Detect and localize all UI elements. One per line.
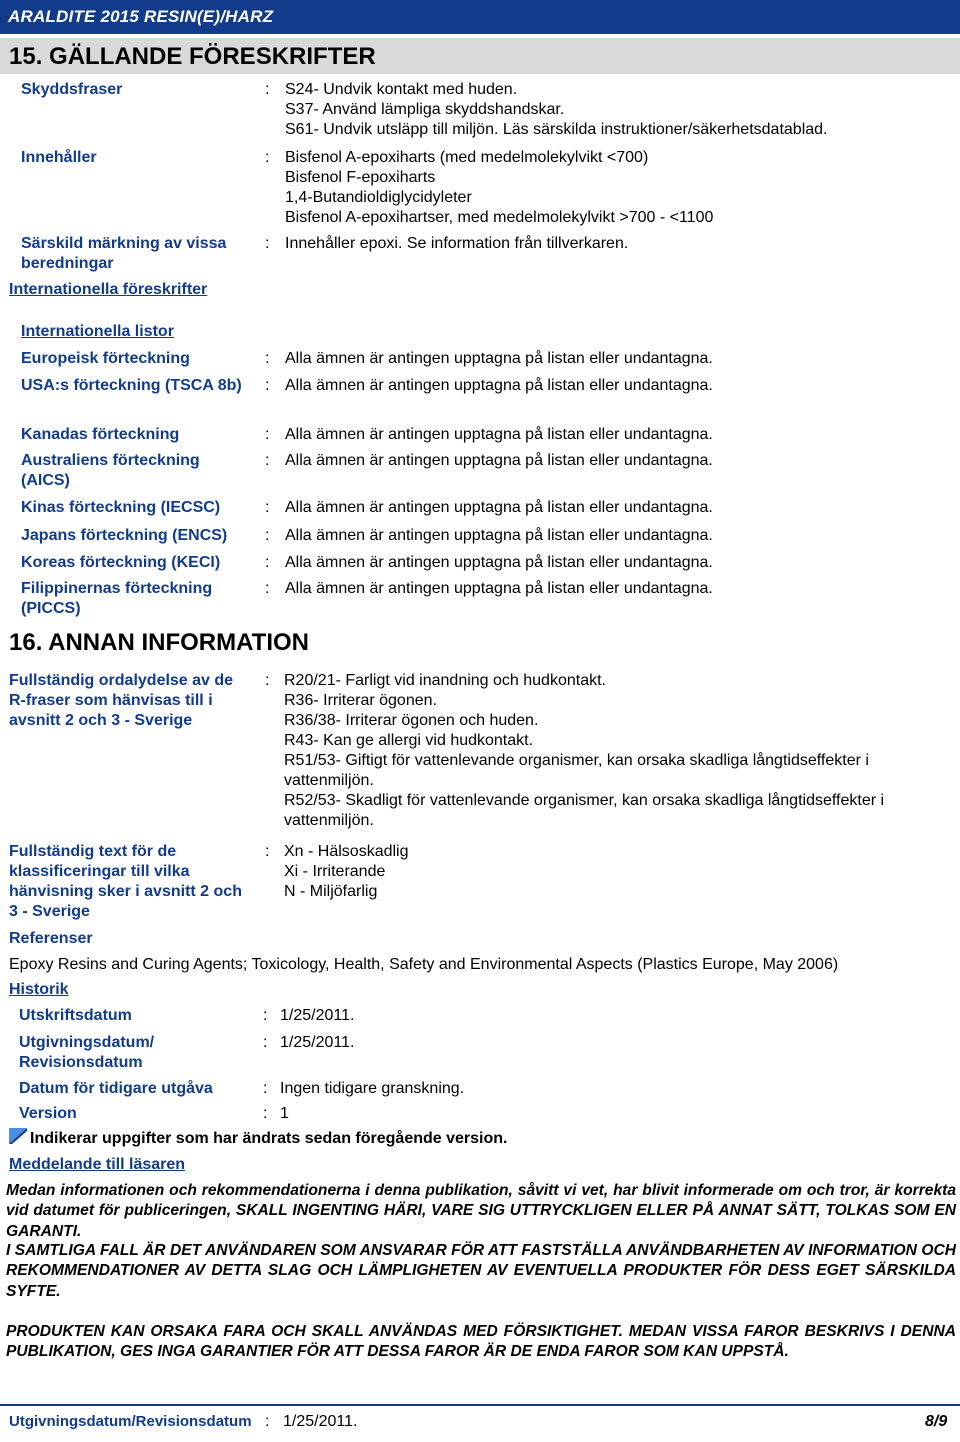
colon: :: [263, 1080, 268, 1097]
inventory-value-canada: Alla ämnen är antingen upptagna på listan eller undantagna.: [285, 426, 713, 443]
inventory-label-usa: USA:s förteckning (TSCA 8b): [21, 377, 242, 394]
change-flag-icon: [9, 1128, 27, 1144]
ingredient: 1,4-Butandioldiglycidyleter: [285, 189, 472, 206]
colon: :: [265, 426, 270, 443]
colon: :: [265, 81, 270, 98]
section-15-title: 15. GÄLLANDE FÖRESKRIFTER: [0, 38, 960, 74]
inventory-label-europe: Europeisk förteckning: [21, 350, 190, 367]
notice-heading: Meddelande till läsaren: [9, 1156, 186, 1173]
safety-phrase: S61- Undvik utsläpp till miljön. Läs särskilda instruktioner/säkerhetsdatablad.: [285, 121, 828, 138]
history-label-print-date: Utskriftsdatum: [19, 1007, 132, 1024]
special-labelling-label: Särskild märkning av vissa beredningar: [21, 235, 227, 272]
footer-divider: [0, 1404, 960, 1406]
inventory-value-australia: Alla ämnen är antingen upptagna på listan eller undantagna.: [285, 452, 713, 469]
r-phrases-value: [284, 671, 944, 831]
history-label-previous-edition: Datum för tidigare utgåva: [19, 1080, 213, 1097]
inventory-value-china: Alla ämnen är antingen upptagna på listan eller undantagna.: [285, 499, 713, 516]
classification-label: Fullständig text för de klassificeringar till vilka hänvisning sker i avsnitt 2 och 3 - Sverige: [9, 843, 242, 920]
safety-phrase: S24- Undvik kontakt med huden.: [285, 81, 518, 98]
section-16-title: 16. ANNAN INFORMATION: [9, 629, 309, 656]
colon: :: [265, 843, 270, 860]
colon: :: [265, 149, 270, 166]
inventory-value-usa: Alla ämnen är antingen upptagna på listan eller undantagna.: [285, 377, 713, 394]
colon: :: [265, 377, 270, 394]
classification-value: [284, 842, 409, 902]
notice-paragraph: Medan informationen och rekommendationerna i denna publikation, såvitt vi vet, har blivit informerade om och tror, är korrekta vid datumet för publiceringen, SKALL INGENTING HÄRI, VARE SIG UTTRYCKLIGEN ELLER PÅ ANNAT SÄTT, TOLKAS SOM EN GARANTI.: [6, 1182, 956, 1240]
r-phrase: R43- Kan ge allergi vid hudkontakt.: [284, 732, 534, 749]
history-label-revision-date: Utgivningsdatum/ Revisionsdatum: [19, 1034, 155, 1071]
international-lists-heading: Internationella listor: [21, 323, 174, 340]
r-phrase: R51/53- Giftigt för vattenlevande organismer, kan orsaka skadliga långtidseffekter i vattenmiljön.: [284, 752, 869, 789]
page-number: 8/9: [925, 1413, 948, 1430]
inventory-value-philippines: Alla ämnen är antingen upptagna på listan eller undantagna.: [285, 580, 713, 597]
ingredient: Bisfenol F-epoxiharts: [285, 169, 436, 186]
history-value-previous-edition: Ingen tidigare granskning.: [280, 1080, 465, 1097]
colon: :: [263, 1007, 268, 1024]
inventory-value-korea: Alla ämnen är antingen upptagna på listan eller undantagna.: [285, 554, 713, 571]
colon: :: [263, 1105, 268, 1122]
r-phrase: R52/53- Skadligt för vattenlevande organismer, kan orsaka skadliga långtidseffekter i vattenmiljön.: [284, 792, 885, 829]
notice-paragraph: I SAMTLIGA FALL ÄR DET ANVÄNDAREN SOM ANSVARAR FÖR ATT FASTSTÄLLA ANVÄNDBARHETEN AV INFORMATION OCH REKOMMENDATIONER AV DETTA SLAG OCH LÄMPLIGHETEN AV EVENTUELLA PRODUKTER FÖR DESS EGET SÄRSKILDA SYFTE.: [6, 1242, 956, 1300]
inventory-value-europe: Alla ämnen är antingen upptagna på listan eller undantagna.: [285, 350, 713, 367]
r-phrase: R36/38- Irriterar ögonen och huden.: [284, 712, 539, 729]
safety-phrase: S37- Använd lämpliga skyddshandskar.: [285, 101, 565, 118]
classification: Xi - Irriterande: [284, 863, 386, 880]
notice-paragraph: PRODUKTEN KAN ORSAKA FARA OCH SKALL ANVÄNDAS MED FÖRSIKTIGHET. MEDAN VISSA FAROR BESKRIVS I DENNA PUBLIKATION, GES INGA GARANTIER FÖR ATT DESSA FAROR ÄR DE ENDA FAROR SOM KAN UPPSTÅ.: [6, 1323, 956, 1361]
colon: :: [265, 452, 270, 469]
safety-phrases-value: [285, 80, 827, 140]
international-regulations-heading: Internationella föreskrifter: [9, 281, 208, 298]
contains-value: [285, 148, 713, 228]
colon: :: [265, 527, 270, 544]
change-note: Indikerar uppgifter som har ändrats sedan föregående version.: [30, 1130, 508, 1147]
safety-phrases-label: Skyddsfraser: [21, 81, 123, 98]
inventory-label-australia: Australiens förteckning (AICS): [21, 452, 200, 489]
colon: :: [265, 554, 270, 571]
r-phrases-label: Fullständig ordalydelse av de R-fraser som hänvisas till i avsnitt 2 och 3 - Sverige: [9, 672, 234, 729]
r-phrase: R20/21- Farligt vid inandning och hudkontakt.: [284, 672, 606, 689]
inventory-value-japan: Alla ämnen är antingen upptagna på listan eller undantagna.: [285, 527, 713, 544]
inventory-label-china: Kinas förteckning (IECSC): [21, 499, 221, 516]
inventory-label-korea: Koreas förteckning (KECI): [21, 554, 221, 571]
colon: :: [265, 235, 270, 252]
r-phrase: R36- Irriterar ögonen.: [284, 692, 437, 709]
footer-date: 1/25/2011.: [283, 1413, 358, 1430]
classification: Xn - Hälsoskadlig: [284, 843, 409, 860]
references-value: Epoxy Resins and Curing Agents; Toxicology, Health, Safety and Environmental Aspects (Plastics Europe, May 2006): [9, 956, 839, 973]
inventory-label-canada: Kanadas förteckning: [21, 426, 180, 443]
contains-label: Innehåller: [21, 149, 97, 166]
footer-label: Utgivningsdatum/Revisionsdatum: [9, 1413, 252, 1430]
colon: :: [265, 350, 270, 367]
history-value-version: 1: [280, 1105, 289, 1122]
history-label-version: Version: [19, 1105, 77, 1122]
colon: :: [265, 672, 270, 689]
history-value-print-date: 1/25/2011.: [280, 1007, 355, 1024]
history-heading: Historik: [9, 981, 69, 998]
classification: N - Miljöfarlig: [284, 883, 378, 900]
ingredient: Bisfenol A-epoxihartser, med medelmolekylvikt >700 - <1100: [285, 209, 714, 226]
ingredient: Bisfenol A-epoxiharts (med medelmolekylvikt <700): [285, 149, 649, 166]
document-title: ARALDITE 2015 RESIN(E)/HARZ: [8, 7, 274, 26]
history-value-revision-date: 1/25/2011.: [280, 1034, 355, 1051]
colon: :: [265, 1413, 270, 1430]
colon: :: [265, 499, 270, 516]
colon: :: [265, 580, 270, 597]
references-label: Referenser: [9, 930, 93, 947]
special-labelling-value: Innehåller epoxi. Se information från tillverkaren.: [285, 235, 629, 252]
inventory-label-philippines: Filippinernas förteckning (PICCS): [21, 580, 213, 617]
inventory-label-japan: Japans förteckning (ENCS): [21, 527, 228, 544]
document-header-bar: [0, 0, 960, 34]
colon: :: [263, 1034, 268, 1051]
